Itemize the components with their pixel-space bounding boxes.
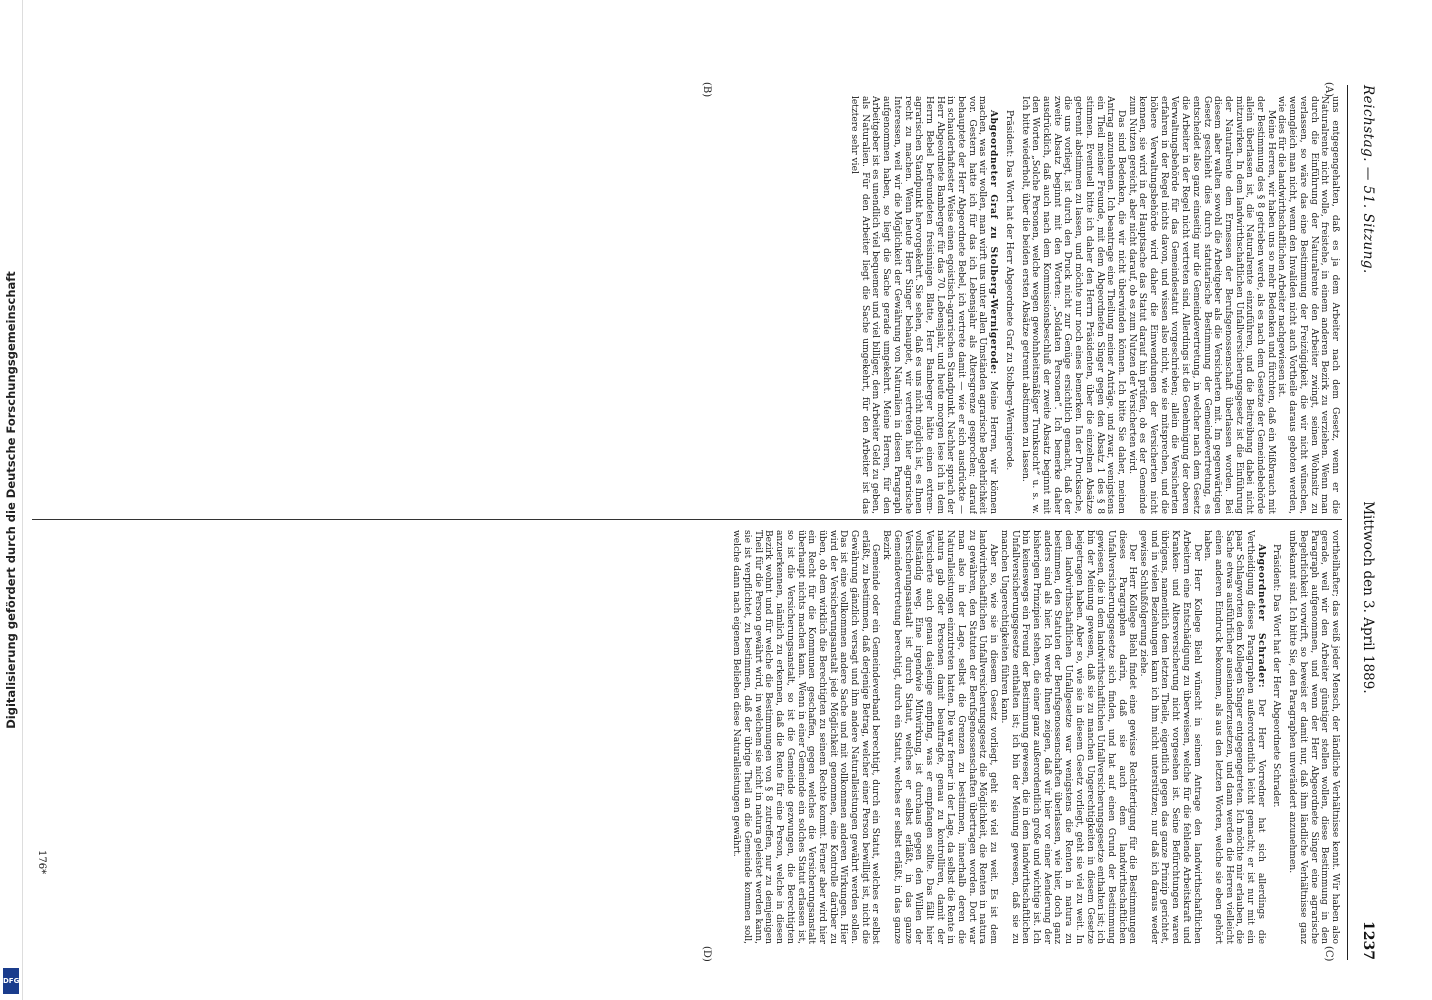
page-header	[1350, 85, 1376, 960]
president-remark: Präsident: Das Wort hat der Herr Abgeordnete Schrader.	[1271, 544, 1282, 808]
right-column	[35, 530, 1340, 944]
paragraph: Gemeinde oder ein Gemeindeverband berechtigt, durch ein Statut, welches er selbst erläßt, zu bestimmen, daß derjenige Betrag, welcher einer Person bewilligt ist, nicht die Gewährung gänzlich versagt und ihm andere Naturalleistungen gewährt werden sollen. Das ist eine vollkommen andere Sache und mit vollkommen anderen Wirkungen. Hier wird der Versicherungsanstalt jede Möglichkeit genommen, eine Kontrolle darüber zu üben, ob dem wirklich die Berechtigten zu seinem Rechte kommt. Ferner aber wird hier ein Recht für die Kommunen geschaffen, gegen welches die Versicherungsanstalt überhaupt nichts machen kann. Wenn in einer Gemeinde ein solches Statut erlassen ist, so ist die Versicherungsanstalt, so ist die Gemeinde gezwungen, die Berechtigten anzuerkennen, nämlich zu erkennen, daß die Rente für eine Person, welche in diesen Bezirk wohnt und für welche die Bestimmungen von § 8 zutreffen, nur zu demjenigen Theil für die Person gewährt wird, in welchem sie nicht in natura geleistet werden kann, sie ist verpflichtet, zu bestimmen, daß der übrige Theil an die Gemeinde kommen soll, welche dann nach eigenem Belieben diese Naturalleistungen gewährt.	[731, 530, 881, 944]
paragraph: Meine Herren, wir haben uns so mehr Bedenken und fürchten, daß ein Mißbrauch mit der Bestimmung des § 8 getrieben werde, als es nach dem Gesetze der Gemeindebehörde allein überlassen ist, die Naturalrente einzuführen, und die Beitreibung dabei nicht mitzuwirken. In dem landwirthschaftlichen Unfallversicherungsgesetz ist die Einführung der Naturalrente dem Ermessen der Berufsgenossenschaft überlassen worden. Bei diesem aber walten sowohl die Arbeitgeber als die Versicherten mit. Im gegenwärtigen Gesetz geschieht dies durch statutarische Bestimmung der Gemeindevertretung, es entscheidet also ganz einseitig nur die Gemeindevertretung, in welcher nach dem Gesetz die Arbeiter in der Regel nicht vertreten sind. Allerdings ist die Genehmigung der oberen Verwaltungsbehörde für das Gemeindestatut vorgeschrieben; allein die Versicherten erfahren in der Regel nichts davon, und wissen also nicht, wie sie mitsprechen, und die höhere Verwaltungsbehörde wird daher die Einwendungen der Versicherten nicht kennen, sie wird in der Hauptsache das Statut darauf hin prüfen, ob es der Gemeinde zum Nutzen gereicht, aber nicht darauf, ob es zum Nutzen der Versicherten wird.	[1126, 96, 1276, 514]
paragraph: Aber so, wie sie in diesem Gesetz vorliegt, geht sie viel zu weit. Es ist dem landwirthschaftlichen Unfallversicherungsgesetz die Möglichkeit, die Renten in natura zu gewähren, den Statuten der Berufsgenossenschaften übertragen worden. Dort war man also in der Lage, selbst die Grenzen zu bestimmen, innerhalb deren die Naturalleistungen einzutreten hatten. Die war ferner in der Lage, da selbst die Rente in natura gab oder Personen damit beauftragte, genau zu kontrolliren, damit der Versicherte auch genau dasjenige empfing, was er empfangen sollte. Das fällt hier vollständig weg. Eine irgendwie Mitwirkung, ist durchaus gegen den Willen der Versicherungsanstalt ist durch Statut, welches er selbst erläßt, in das ganze Gemeindevertretung berechtigt, durch ein Statut, welches er selbst erläßt, in das ganze Bezirk	[881, 530, 999, 944]
rotated-page	[27, 0, 1432, 1000]
margin-strip	[0, 0, 23, 1000]
speaker-name: Abgeordneter Graf zu Stolberg-Wernigerode:	[988, 110, 1000, 375]
president-remark: Präsident: Das Wort hat der Herr Abgeordnete Graf zu Stolberg-Wernigerode.	[1003, 110, 1014, 471]
header-rule	[1347, 85, 1348, 960]
speaker-text: Der Herr Vorredner hat sich allerdings die Vertheidigung dieses Paragraphen außerordentlich leicht gemacht; er ist nur mit ein paar Schlagworten dem Kollegen Singer entgegengetreten. Ich möchte mir erlauben, die Sache etwas ausführlicher auseinanderzusetzen, und dann werden die Herren vielleicht einen anderen Eindruck bekommen, als aus den letzten Worten, welche sie eben gehört haben.	[1202, 530, 1266, 944]
margin-marker-a: (A)	[1323, 82, 1334, 98]
left-column	[35, 96, 1340, 514]
column-divider	[32, 519, 1342, 520]
margin-marker-d: (D)	[701, 946, 712, 962]
page-number: 1237	[1360, 921, 1376, 960]
paragraph: Das sind Bedenken, die wir nicht überwinden können. Ich bitte Sie daher, meinen Antrag anzunehmen. Ich beantrage eine Theilung meiner Anträge, und zwar, wenigstens ein Theil meiner Freunde, mit dem Abgeordneten Singer gegen den Absatz 1 des § 8 stimmen. Eventuell bitte ich daher den Herrn Präsidenten, über die einzelnen Absätze getrennt abstimmen zu lassen, und möchte nur noch eines bemerken. In der Drucksache, die uns vorliegt, ist durch den Druck nicht zur Genüge ersichtlich gemacht, daß der zweite Absatz beginnt mit den Worten: „Soldaten Personen“. Ich bemerke daher ausdrücklich, daß auch nach dem Kommissionsbeschluß der zweite Absatz beginnt mit den Worten „Solche Personen, welche wegen gewohnheitsmäßiger Trunksucht“ u. s. w. Ich bitte wiederholt, über die beiden ersten Absätze getrennt abstimmen zu lassen.	[1019, 96, 1126, 514]
paragraph: vortheilhafter; das weiß jeder Mensch, der ländliche Verhältnisse kennt. Wir haben also gerade, weil wir den Arbeiter günstiger stellen wollen, diese Bestimmung in den Paragraph aufgenommen, und wenn der Herr Abgeordnete Singer eine agrarische Begehrlichkeit vorwirft, so beweist er damit nur, daß ihm ländliche Verhältnisse ganz unbekannt sind. Ich bitte Sie, den Paragraphen unverändert anzunehmen.	[1287, 530, 1340, 944]
paragraph: Der Herr Kollege Biehl findet eine gewisse Rechtfertigung für die Bestimmungen dieses Paragraphen darin, daß sie auch dem landwirthschaftlichen Unfallversicherungsgesetze sich finden, und hat auf einen Grund der Bestimmung gewiesen, die in dem landwirthschaftlichen Unfallversicherungsgesetze enthalten ist; ich bin der Meinung gewesen, daß sie zu manchen Ungerechtigkeiten in diesem Gesetze beigetragen haben. Aber so, wie sie in diesem Gesetz vorliegt, geht sie viel zu weit. In dem landwirthschaftlichen Unfallgesetze war wenigstens die Renten in natura zu bestimmen, den Statuten der Berufsgenossenschaften überlassen, wie hier, doch ganz anders sind als hier. Ich werde Ihnen zeigen, daß wir hier vor einer Aenderung der bisherigen Prinzipien stehen, die einer ganz außerordentlich große und wichtige ist. Ich bin keineswegs ein Freund der Bestimmung gewesen, die in dem landwirthschaftlichen Unfallversicherungsgesetze enthalten ist; ich bin der Meinung gewesen, daß sie zu manchen Ungerechtigkeiten führen kann.	[998, 530, 1138, 944]
digitization-attribution: Digitalisierung gefördert durch die Deutsche Forschungsgemeinschaft	[4, 271, 18, 729]
header-session: Reichstag. — 51. Sitzung.	[1360, 85, 1376, 274]
speaker-text: Meine Herren, wir können machen, was wir wollen, man wirft uns unter allen Umständen agrarische Begehrlichkeit vor. Gestern hatte ich für das ich Lebensjahr als Altersgrenze gesprochen; darauf behauptete der Herr Abgeordnete Bebel, ich vertrete damit — wie er sich ausdrückte — in schauderhaftester Weise einen egoistisch-agrarischen Standpunkt. Nachher sprach der Herr Abgeordnete Bamberger für das 70. Lebensjahr, und heute morgen lese ich in dem Herrn Bebel befreundeten freisinnigen Blatte, Herr Bamberger hätte einen extrem-agrarischen Standpunkt hervorgekehrt. Sie sehen, daß es uns nicht möglich ist, es Ihnen recht zu machen. Wenn heute Herr Singer behauptet, wir vertreten hier agrarische Interessen, weil wir die Möglichkeit der Gewährung von Naturalien in diesen Paragraph aufgenommen haben, so liegt die Sache gerade umgekehrt. Meine Herren, für den Arbeitgeber ist es unendlich viel bequemer und viel billiger, dem Arbeiter Geld zu geben, als Naturalien. Für den Arbeiter liegt die Sache umgekehrt, für den Arbeiter ist das letztere sehr viel	[849, 96, 999, 514]
speaker-paragraph	[848, 96, 998, 514]
dfg-logo: DFG	[3, 968, 19, 994]
paragraph: uns entgegengehalten, daß es ja dem Arbeiter nach dem Gesetz, wenn er die Naturalrente nicht wolle, freistehe, in einem anderen Bezirk zu verziehen. Wenn man durch die Einführung der Naturalrente den Arbeiter zwingt, seinen Wohnsitz zu verlassen, so wäre das eine Bestimmung der Freizügigkeit, die wir nicht wünschen, wenngleich man nicht, wenn den Invaliden nicht auch Vortheile daraus geboten werden, wie dies für die landwirthschaftlichen Arbeiter nachgewiesen ist.	[1276, 96, 1340, 514]
margin-marker-b: (B)	[701, 82, 712, 98]
paragraph: Der Herr Kollege Biehl wünscht in seinem Antrage den landwirthschaftlichen Arbeitern eine Entschädigung zu überweisen, welche für die fehlende Arbeitskraft und Kranken- und Altersversicherung nicht vorgesehen ist. Seine Befürchtungen waren übrigens, namentlich dem letzten Theile, eigentlich gegen das ganze Prinzip gerichtet, und in vielen Beziehungen kann ich ihm nicht unterstützen; nur daß ich daraus weder gewisse Schlußfolgerung ziehe.	[1138, 530, 1202, 944]
speaker-paragraph	[1202, 530, 1266, 944]
speaker-name: Abgeordneter Schrader:	[1255, 544, 1267, 689]
margin-marker-c: (C)	[1323, 946, 1334, 962]
header-date: Mittwoch den 3. April 1889.	[1360, 501, 1376, 694]
footer-signature: 176*	[36, 850, 47, 875]
